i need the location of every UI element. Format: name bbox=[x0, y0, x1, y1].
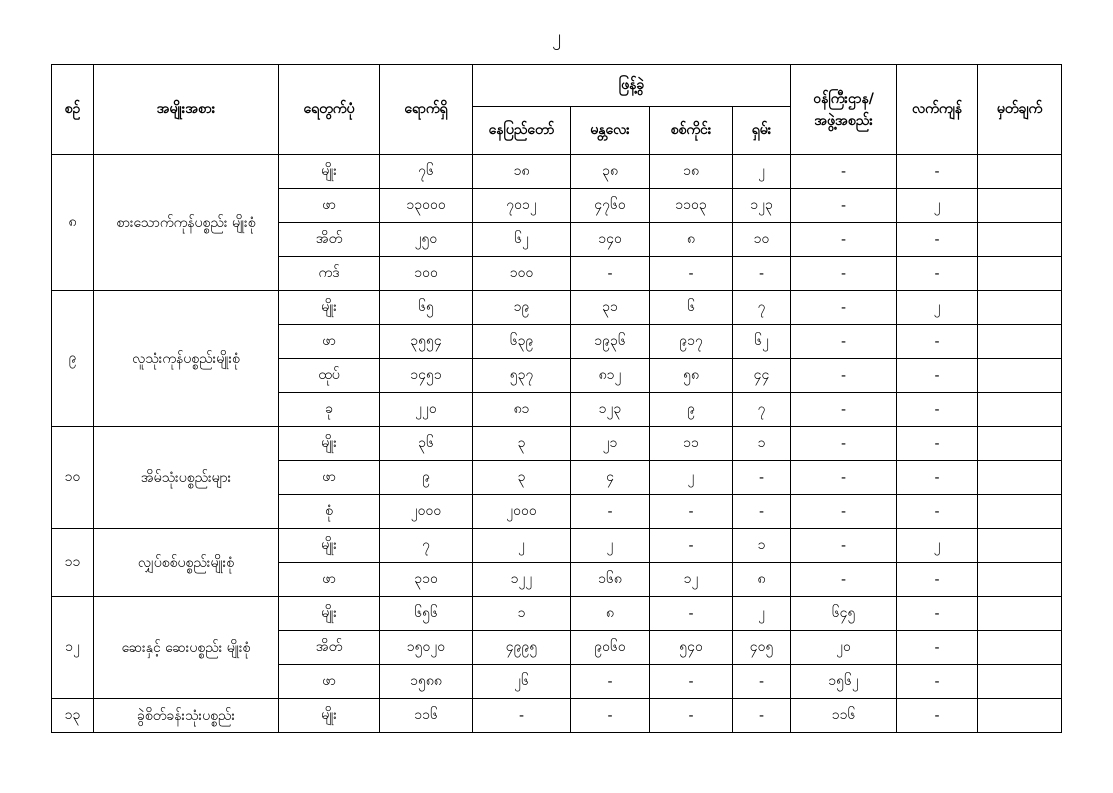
cell-naypyitaw: ၁၈ bbox=[473, 155, 571, 189]
cell-serial: ၁၀ bbox=[52, 427, 94, 529]
cell-total: ၁၃၀၀၀ bbox=[380, 189, 473, 223]
cell-remaining: ၂ bbox=[897, 189, 978, 223]
cell-remaining: - bbox=[897, 665, 978, 699]
cell-total: ၇ bbox=[380, 529, 473, 563]
cell-ministry: - bbox=[791, 291, 897, 325]
cell-kind: အိမ်သုံးပစ္စည်းများ bbox=[94, 427, 279, 529]
cell-naypyitaw: ၁၉ bbox=[473, 291, 571, 325]
cell-ministry: - bbox=[791, 495, 897, 529]
cell-unit: ဖာ bbox=[279, 325, 380, 359]
cell-sagaing: ၁၈ bbox=[650, 155, 733, 189]
cell-unit: မျိုး bbox=[279, 597, 380, 631]
cell-serial: ၁၂ bbox=[52, 597, 94, 699]
cell-shan: ၈ bbox=[733, 563, 791, 597]
cell-mandalay: ၁၆၈ bbox=[571, 563, 650, 597]
page-number: ၂ bbox=[552, 26, 561, 47]
header-kind: အမျိုးအစား bbox=[94, 65, 279, 155]
cell-remarks bbox=[978, 699, 1062, 733]
cell-unit: ဖာ bbox=[279, 563, 380, 597]
header-distribution: ဖြန့်ခွဲ bbox=[473, 65, 791, 107]
header-category: ရေတွက်ပုံ bbox=[279, 65, 380, 155]
cell-remarks bbox=[978, 563, 1062, 597]
cell-unit: ထုပ် bbox=[279, 359, 380, 393]
cell-mandalay: - bbox=[571, 257, 650, 291]
cell-sagaing: ၆ bbox=[650, 291, 733, 325]
table-row bbox=[52, 529, 1062, 563]
cell-unit: ဖာ bbox=[279, 189, 380, 223]
header-shan: ရှမ်း bbox=[733, 107, 791, 155]
cell-naypyitaw: ၅၃၇ bbox=[473, 359, 571, 393]
cell-sagaing: - bbox=[650, 529, 733, 563]
cell-mandalay: ၄၇၆၀ bbox=[571, 189, 650, 223]
cell-shan: - bbox=[733, 257, 791, 291]
cell-shan: ၄၄ bbox=[733, 359, 791, 393]
cell-sagaing: - bbox=[650, 495, 733, 529]
cell-total: ၃၁၀ bbox=[380, 563, 473, 597]
cell-remarks bbox=[978, 223, 1062, 257]
header-ministry-line2: အဖွဲ့အစည်း bbox=[814, 112, 873, 129]
table-row bbox=[52, 291, 1062, 325]
cell-kind: ဆေးနှင့် ဆေးပစ္စည်း မျိုးစုံ bbox=[94, 597, 279, 699]
cell-unit: အိတ် bbox=[279, 223, 380, 257]
cell-unit: မျိုး bbox=[279, 427, 380, 461]
cell-sagaing: ၈ bbox=[650, 223, 733, 257]
cell-naypyitaw: ၃ bbox=[473, 427, 571, 461]
cell-shan: - bbox=[733, 461, 791, 495]
cell-mandalay: ၁၄၀ bbox=[571, 223, 650, 257]
cell-unit: အိတ် bbox=[279, 631, 380, 665]
cell-sagaing: - bbox=[650, 699, 733, 733]
cell-total: ၂၀၀၀ bbox=[380, 495, 473, 529]
cell-shan: ၁ bbox=[733, 529, 791, 563]
cell-total: ၁၀၀ bbox=[380, 257, 473, 291]
cell-total: ၇၆ bbox=[380, 155, 473, 189]
cell-shan: ၂ bbox=[733, 155, 791, 189]
cell-total: ၁၅၀၂၀ bbox=[380, 631, 473, 665]
cell-naypyitaw: ၁၀၀ bbox=[473, 257, 571, 291]
cell-remarks bbox=[978, 325, 1062, 359]
cell-remaining: - bbox=[897, 325, 978, 359]
cell-kind: လျှပ်စစ်ပစ္စည်းမျိုးစုံ bbox=[94, 529, 279, 597]
cell-shan: - bbox=[733, 665, 791, 699]
cell-mandalay: ၈၁၂ bbox=[571, 359, 650, 393]
cell-unit: မျိုး bbox=[279, 155, 380, 189]
cell-remaining: - bbox=[897, 257, 978, 291]
cell-mandalay: - bbox=[571, 495, 650, 529]
cell-remaining: - bbox=[897, 427, 978, 461]
cell-remaining: - bbox=[897, 461, 978, 495]
cell-mandalay: ၈ bbox=[571, 597, 650, 631]
cell-shan: ၆၂ bbox=[733, 325, 791, 359]
table-row bbox=[52, 597, 1062, 631]
cell-remarks bbox=[978, 257, 1062, 291]
cell-mandalay: ၉၀၆၀ bbox=[571, 631, 650, 665]
cell-mandalay: - bbox=[571, 665, 650, 699]
cell-ministry: - bbox=[791, 189, 897, 223]
table-row bbox=[52, 699, 1062, 733]
cell-mandalay: ၄ bbox=[571, 461, 650, 495]
cell-ministry: - bbox=[791, 529, 897, 563]
cell-naypyitaw: - bbox=[473, 699, 571, 733]
cell-ministry: ၂၀ bbox=[791, 631, 897, 665]
cell-sagaing: ၁၁၀၃ bbox=[650, 189, 733, 223]
cell-remaining: - bbox=[897, 495, 978, 529]
cell-total: ၂၅၀ bbox=[380, 223, 473, 257]
cell-sagaing: ၉၁၇ bbox=[650, 325, 733, 359]
cell-kind: လူသုံးကုန်ပစ္စည်းမျိုးစုံ bbox=[94, 291, 279, 427]
cell-total: ၁၄၅၁ bbox=[380, 359, 473, 393]
cell-sagaing: ၅၈ bbox=[650, 359, 733, 393]
cell-sagaing: ၅၄၀ bbox=[650, 631, 733, 665]
cell-remaining: ၂ bbox=[897, 291, 978, 325]
header-ministry bbox=[791, 65, 897, 155]
cell-mandalay: - bbox=[571, 699, 650, 733]
cell-remarks bbox=[978, 359, 1062, 393]
cell-remaining: - bbox=[897, 155, 978, 189]
cell-kind: ခွဲစိတ်ခန်းသုံးပစ္စည်း bbox=[94, 699, 279, 733]
cell-remaining: - bbox=[897, 393, 978, 427]
cell-shan: ၁ bbox=[733, 427, 791, 461]
cell-remaining: ၂ bbox=[897, 529, 978, 563]
header-sagaing: စစ်ကိုင်း bbox=[650, 107, 733, 155]
cell-serial: ၁၁ bbox=[52, 529, 94, 597]
cell-remarks bbox=[978, 597, 1062, 631]
cell-unit: မျိုး bbox=[279, 291, 380, 325]
cell-sagaing: ၁၂ bbox=[650, 563, 733, 597]
cell-total: ၁၁၆ bbox=[380, 699, 473, 733]
cell-unit: ကဒ် bbox=[279, 257, 380, 291]
cell-shan: ၁၂၃ bbox=[733, 189, 791, 223]
cell-total: ၉ bbox=[380, 461, 473, 495]
cell-remarks bbox=[978, 155, 1062, 189]
cell-sagaing: - bbox=[650, 597, 733, 631]
cell-shan: - bbox=[733, 699, 791, 733]
cell-remarks bbox=[978, 427, 1062, 461]
cell-remarks bbox=[978, 393, 1062, 427]
cell-unit: ခု bbox=[279, 393, 380, 427]
table-body bbox=[52, 155, 1062, 733]
header-row-1 bbox=[52, 65, 1062, 107]
cell-shan: ၇ bbox=[733, 393, 791, 427]
cell-remarks bbox=[978, 461, 1062, 495]
cell-kind: စားသောက်ကုန်ပစ္စည်း မျိုးစုံ bbox=[94, 155, 279, 291]
cell-naypyitaw: ၈၁ bbox=[473, 393, 571, 427]
cell-ministry: - bbox=[791, 223, 897, 257]
header-total: ရောက်ရှိ bbox=[380, 65, 473, 155]
cell-naypyitaw: ၁၂၂ bbox=[473, 563, 571, 597]
cell-ministry: - bbox=[791, 155, 897, 189]
cell-remaining: - bbox=[897, 597, 978, 631]
cell-shan: ၁၀ bbox=[733, 223, 791, 257]
cell-mandalay: ၂ bbox=[571, 529, 650, 563]
cell-shan: ၄၀၅ bbox=[733, 631, 791, 665]
cell-ministry: ၆၄၅ bbox=[791, 597, 897, 631]
cell-unit: စုံ bbox=[279, 495, 380, 529]
cell-remaining: - bbox=[897, 359, 978, 393]
cell-remarks bbox=[978, 665, 1062, 699]
cell-remarks bbox=[978, 529, 1062, 563]
cell-total: ၃၆ bbox=[380, 427, 473, 461]
table-row bbox=[52, 155, 1062, 189]
cell-ministry: ၁၅၆၂ bbox=[791, 665, 897, 699]
cell-unit: မျိုး bbox=[279, 529, 380, 563]
cell-naypyitaw: ၄၉၉၅ bbox=[473, 631, 571, 665]
cell-mandalay: ၁၂၃ bbox=[571, 393, 650, 427]
cell-sagaing: ၂ bbox=[650, 461, 733, 495]
cell-ministry: - bbox=[791, 393, 897, 427]
header-naypyitaw: နေပြည်တော် bbox=[473, 107, 571, 155]
cell-ministry: - bbox=[791, 325, 897, 359]
cell-remaining: - bbox=[897, 223, 978, 257]
cell-serial: ၉ bbox=[52, 291, 94, 427]
cell-remarks bbox=[978, 291, 1062, 325]
cell-mandalay: ၃၈ bbox=[571, 155, 650, 189]
cell-total: ၁၅၈၈ bbox=[380, 665, 473, 699]
cell-sagaing: ၁၁ bbox=[650, 427, 733, 461]
header-remarks: မှတ်ချက် bbox=[978, 65, 1062, 155]
cell-serial: ၁၃ bbox=[52, 699, 94, 733]
cell-total: ၆၅ bbox=[380, 291, 473, 325]
header-remaining: လက်ကျန် bbox=[897, 65, 978, 155]
cell-mandalay: ၃၁ bbox=[571, 291, 650, 325]
header-ministry-line1: ဝန်ကြီးဌာန/ bbox=[813, 90, 874, 107]
cell-remarks bbox=[978, 631, 1062, 665]
cell-remarks bbox=[978, 189, 1062, 223]
cell-unit: ဖာ bbox=[279, 665, 380, 699]
cell-total: ၂၂၀ bbox=[380, 393, 473, 427]
cell-ministry: ၁၁၆ bbox=[791, 699, 897, 733]
cell-remaining: - bbox=[897, 699, 978, 733]
cell-naypyitaw: ၆၃၉ bbox=[473, 325, 571, 359]
cell-shan: ၂ bbox=[733, 597, 791, 631]
cell-unit: မျိုး bbox=[279, 699, 380, 733]
table-row bbox=[52, 427, 1062, 461]
distribution-table bbox=[51, 64, 1062, 733]
cell-naypyitaw: ၃ bbox=[473, 461, 571, 495]
cell-naypyitaw: ၂၆ bbox=[473, 665, 571, 699]
cell-sagaing: - bbox=[650, 257, 733, 291]
cell-remaining: - bbox=[897, 563, 978, 597]
cell-total: ၃၅၅၄ bbox=[380, 325, 473, 359]
cell-ministry: - bbox=[791, 359, 897, 393]
cell-remaining: - bbox=[897, 631, 978, 665]
cell-shan: - bbox=[733, 495, 791, 529]
cell-shan: ၇ bbox=[733, 291, 791, 325]
cell-sagaing: ၉ bbox=[650, 393, 733, 427]
cell-naypyitaw: ၇၀၁၂ bbox=[473, 189, 571, 223]
header-serial: စဉ် bbox=[52, 65, 94, 155]
cell-naypyitaw: ၁ bbox=[473, 597, 571, 631]
cell-ministry: - bbox=[791, 563, 897, 597]
cell-ministry: - bbox=[791, 257, 897, 291]
cell-unit: ဖာ bbox=[279, 461, 380, 495]
cell-total: ၆၅၆ bbox=[380, 597, 473, 631]
cell-mandalay: ၂၁ bbox=[571, 427, 650, 461]
cell-mandalay: ၁၉၃၆ bbox=[571, 325, 650, 359]
cell-sagaing: - bbox=[650, 665, 733, 699]
cell-ministry: - bbox=[791, 461, 897, 495]
cell-ministry: - bbox=[791, 427, 897, 461]
cell-naypyitaw: ၂ bbox=[473, 529, 571, 563]
cell-naypyitaw: ၆၂ bbox=[473, 223, 571, 257]
cell-serial: ၈ bbox=[52, 155, 94, 291]
cell-naypyitaw: ၂၀၀၀ bbox=[473, 495, 571, 529]
header-mandalay: မန္တလေး bbox=[571, 107, 650, 155]
cell-remarks bbox=[978, 495, 1062, 529]
